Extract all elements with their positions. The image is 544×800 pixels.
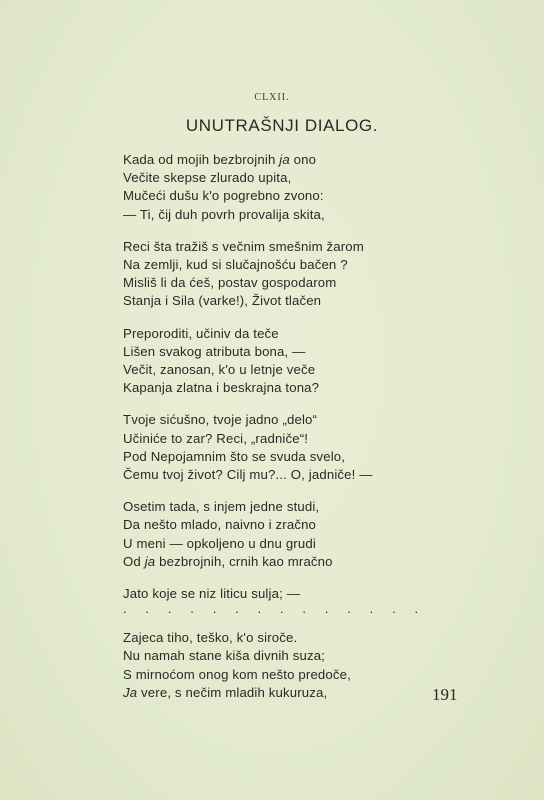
line-text: Osetim tada, s injem jedne studi, — [123, 499, 320, 515]
line-text: Jato koje se niz liticu sulja; — — [123, 586, 301, 602]
stanza — [123, 585, 533, 615]
line-text: Misliš li da ćeš, postav gospodarom — [123, 275, 337, 291]
poem-line — [123, 325, 533, 343]
poem-line — [123, 684, 533, 702]
poem-line — [123, 553, 533, 571]
stanza — [123, 238, 533, 311]
section-number: CLXII. — [254, 92, 290, 103]
line-text: Mučeći dušu k'o pogrebno zvono: — [123, 188, 324, 204]
poem-line — [123, 343, 533, 361]
line-text: Tvoje sićušno, tvoje jadno „delo“ — [123, 412, 318, 428]
line-text: Na zemlji, kud si slučajnošću bačen ? — [123, 257, 348, 273]
poem-line — [123, 647, 533, 665]
poem-line — [123, 292, 533, 310]
line-text: Zajeca tiho, teško, k'o siroče. — [123, 630, 298, 646]
line-text: Kapanja zlatna i beskrajna tona? — [123, 380, 320, 396]
line-text: Večit, zanosan, k'o u letnje veče — [123, 362, 316, 378]
line-text: Reci šta tražiš s večnim smešnim žarom — [123, 238, 364, 254]
poem-line — [123, 516, 533, 534]
line-text: Da nešto mlado, naivno i zračno — [123, 517, 317, 533]
line-text: Čemu tvoj život? Cilj mu?... O, jadniče! — — [123, 467, 373, 483]
stanza — [123, 325, 533, 398]
italic-word: Ja — [123, 684, 138, 700]
line-text: Od — [123, 553, 145, 569]
page-number: 191 — [432, 685, 458, 704]
poem-line — [123, 411, 533, 429]
poem-line — [123, 169, 533, 187]
poem-line — [123, 430, 533, 448]
stanza — [123, 151, 533, 224]
poem-line — [123, 151, 533, 169]
poem-line — [123, 448, 533, 466]
poem-line — [123, 535, 533, 553]
line-text: Nu namah stane kiša divnih suza; — [123, 648, 325, 664]
line-text: ono — [289, 152, 317, 167]
line-text: vere, s nečim mladih kukuruza, — [137, 684, 328, 700]
line-text: Učiniće to zar? Reci, „radniče“! — [123, 430, 309, 446]
line-text: bezbrojnih, crnih kao mračno — [155, 553, 333, 569]
poem-line — [123, 466, 533, 484]
poem-line — [123, 498, 533, 516]
poem-line — [123, 238, 533, 256]
poem-line — [123, 256, 533, 274]
poem-line — [123, 206, 533, 224]
line-text: S mirnoćom onog kom nešto predoče, — [123, 666, 351, 682]
line-text: Pod Nepojamnim što se svuda svelo, — [123, 448, 346, 464]
stanza — [123, 629, 533, 702]
stanza — [123, 411, 533, 484]
poem-line — [123, 187, 533, 205]
italic-word: ja — [279, 152, 290, 167]
poem-line — [123, 361, 533, 379]
line-text: U meni — opkoljeno u dnu grudi — [123, 535, 316, 551]
line-text: Stanja i Sila (varke!), Život tlačen — [123, 293, 322, 309]
poem-line — [123, 274, 533, 292]
line-text: Kada od mojih bezbrojnih — [123, 152, 280, 167]
ellipsis-dots: . . . . . . . . . . . . . . — [123, 601, 426, 617]
italic-word: ja — [144, 553, 156, 569]
poem-line — [123, 666, 533, 684]
poem-body — [123, 151, 533, 716]
poem-line — [123, 379, 533, 397]
line-text: — Ti, čij duh povrh provalija skita, — [123, 206, 325, 222]
line-text: Preporoditi, učiniv da teče — [123, 325, 279, 341]
poem-line — [123, 629, 533, 647]
line-text: Lišen svakog atributa bona, — — [123, 343, 306, 359]
stanza — [123, 498, 533, 571]
line-text: Večite skepse zlurado upita, — [123, 170, 292, 186]
poem-title: UNUTRAŠNJI DIALOG. — [185, 116, 379, 135]
